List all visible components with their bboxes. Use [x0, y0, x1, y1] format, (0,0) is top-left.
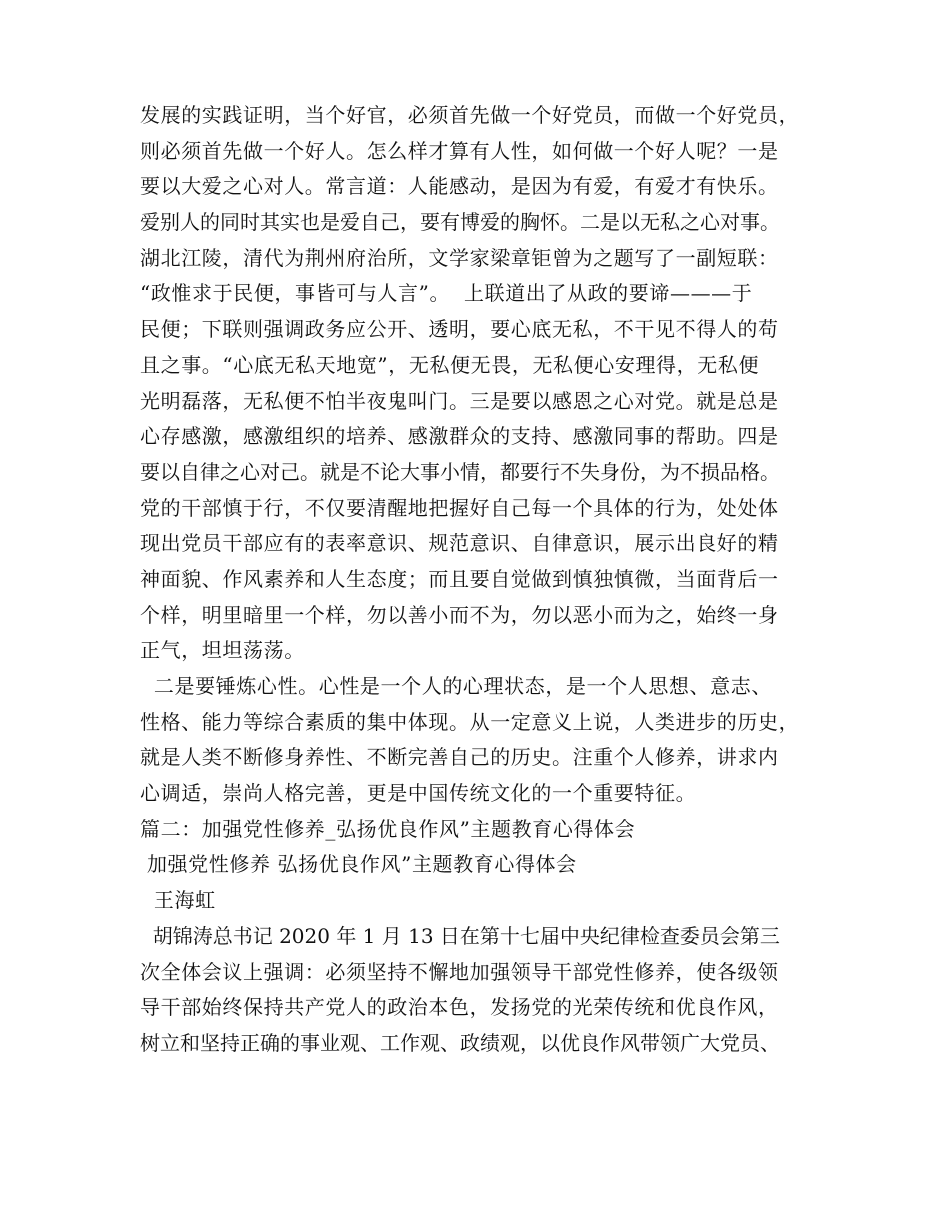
text-line: 导干部始终保持共产党人的政治本色，发扬党的光荣传统和优良作风，	[140, 995, 779, 1020]
text-line: 心调适，崇尚人格完善，更是中国传统文化的一个重要特征。	[140, 781, 697, 806]
text-line: 且之事。“心底无私天地宽”，无私便无畏，无私便心安理得，无私便	[140, 352, 760, 377]
author-name: 王海虹	[140, 888, 216, 913]
text-line: 神面貌、作风素养和人生态度；而且要自觉做到慎独慎微，当面背后一	[140, 566, 779, 591]
text-line: 胡锦涛总书记 2020 年 1 月 13 日在第十七届中央纪律检查委员会第三	[140, 923, 780, 948]
text-line: 就是人类不断修身养性、不断完善自己的历史。注重个人修养，讲求内	[140, 745, 779, 770]
text-line: 光明磊落，无私便不怕半夜鬼叫门。三是要以感恩之心对党。就是总是	[140, 388, 779, 413]
text-line: 要以大爱之心对人。常言道：人能感动，是因为有爱，有爱才有快乐。	[140, 174, 779, 199]
text-line: 要以自律之心对己。就是不论大事小情，都要行不失身份，为不损品格。	[140, 459, 780, 484]
text-line: 个样，明里暗里一个样，勿以善小而不为，勿以恶小而为之，始终一身	[140, 602, 779, 627]
text-line: 发展的实践证明，当个好官，必须首先做一个好党员，而做一个好党员，	[140, 103, 800, 127]
text-line: “政惟求于民便，事皆可与人言”。 上联道出了从政的要谛———于	[140, 281, 753, 306]
text-line: 则必须首先做一个好人。怎么样才算有人性，如何做一个好人呢？一是	[140, 138, 779, 163]
text-line: 二是要锤炼心性。心性是一个人的心理状态，是一个人思想、意志、	[140, 674, 772, 698]
text-line: 正气，坦坦荡荡。	[140, 638, 305, 663]
text-line: 现出党员干部应有的表率意识、规范意识、自律意识，展示出良好的精	[140, 531, 779, 556]
text-line: 爱别人的同时其实也是爱自己，要有博爱的胸怀。二是以无私之心对事。	[140, 210, 780, 235]
text-line: 湖北江陵，清代为荆州府治所，文学家梁章钜曾为之题写了一副短联：	[140, 245, 779, 270]
text-line: 树立和坚持正确的事业观、工作观、政绩观，以优良作风带领广大党员、	[140, 1030, 780, 1055]
text-line: 党的干部慎于行，不仅要清醒地把握好自己每一个具体的行为，处处体	[140, 495, 779, 520]
text-line: 性格、能力等综合素质的集中体现。从一定意义上说，人类进步的历史，	[140, 709, 800, 734]
text-line: 心存感激，感激组织的培养、感激群众的支持、感激同事的帮助。四是	[140, 424, 779, 449]
body-text	[140, 98, 840, 1062]
article-title: 加强党性修养 弘扬优良作风”主题教育心得体会	[140, 852, 577, 877]
text-line: 民便；下联则强调政务应公开、透明，要心底无私，不干见不得人的苟	[140, 317, 779, 342]
text-line: 次全体会议上强调：必须坚持不懈地加强领导干部党性修养，使各级领	[140, 959, 779, 984]
section-heading: 篇二：加强党性修养_弘扬优良作风”主题教育心得体会	[140, 816, 636, 841]
